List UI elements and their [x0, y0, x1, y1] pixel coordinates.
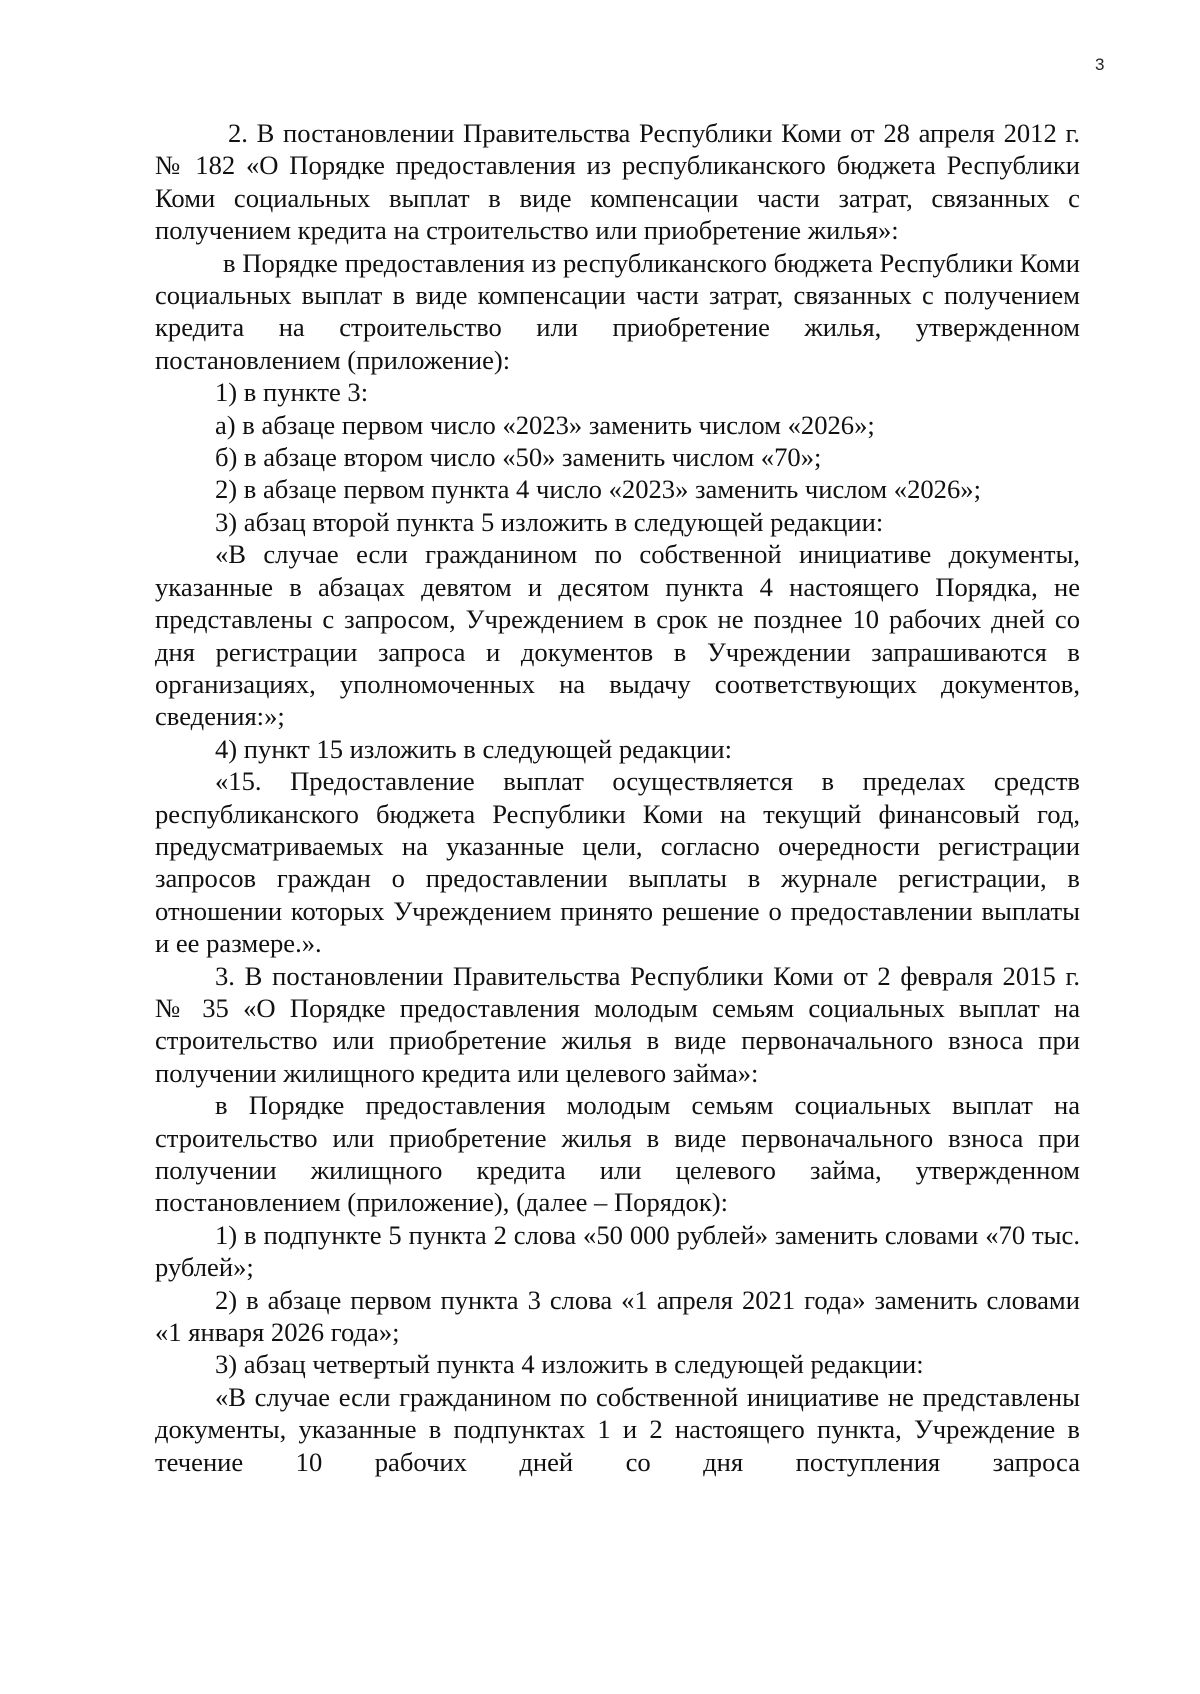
- document-body: [155, 117, 1080, 1478]
- list-item-3-2: 2) в абзаце первом пункта 3 слова «1 апреля 2021 года» заменить словами «1 января 2026 года»;: [155, 1284, 1080, 1348]
- list-item-2: 2) в абзаце первом пункта 4 число «2023» заменить числом «2026»;: [215, 474, 981, 505]
- paragraph-3-order: в Порядке предоставления молодым семьям социальных выплат на строительство или приобретение жилья в виде первоначального взноса при получении жилищного кредита или целевого займа, утвержденном постановлением (приложение), (далее – Порядок):: [155, 1090, 1080, 1218]
- quoted-paragraph-15: «15. Предоставление выплат осуществляется в пределах средств республиканского бюджета Республики Коми на текущий финансовый год, предусматриваемых на указанные цели, согласно очередности регистрации запросов граждан о предоставлении выплаты в журнале регистрации, в отношении которых Учреждением принято решение о предоставлении выплаты и ее размере.».: [155, 766, 1080, 959]
- list-item-4: 4) пункт 15 изложить в следующей редакции:: [215, 733, 732, 764]
- list-item-1b: б) в абзаце втором число «50» заменить числом «70»;: [215, 442, 822, 473]
- page-number: 3: [1095, 55, 1105, 74]
- quoted-paragraph-continued: «В случае если гражданином по собственной инициативе не представлены документы, указанные в подпунктах 1 и 2 настоящего пункта, Учреждение в течение 10 рабочих дней со дня поступления запроса: [155, 1381, 1080, 1477]
- paragraph-3-intro: 3. В постановлении Правительства Республики Коми от 2 февраля 2015 г. № 35 «О Порядке предоставления молодым семьям социальных выплат на строительство или приобретение жилья в виде первоначального взноса при получении жилищного кредита или целевого займа»:: [155, 960, 1080, 1088]
- paragraph-2-order: в Порядке предоставления из республиканского бюджета Республики Коми социальных выплат в виде компенсации части затрат, связанных с получением кредита на строительство или приобретение жилья, утвержденном постановлением (приложение):: [155, 247, 1080, 375]
- list-item-3: 3) абзац второй пункта 5 изложить в следующей редакции:: [215, 506, 884, 537]
- quoted-paragraph-documents: «В случае если гражданином по собственной инициативе документы, указанные в абзацах девятом и десятом пункта 4 настоящего Порядка, не представлены с запросом, Учреждением в срок не позднее 10 рабочих дней со дня регистрации запроса и документов в Учреждении запрашиваются в организациях, уполномоченных на выдачу соответствующих документов, сведения:»;: [155, 539, 1080, 732]
- list-item-3-1: 1) в подпункте 5 пункта 2 слова «50 000 рублей» заменить словами «70 тыс. рублей»;: [155, 1219, 1080, 1283]
- paragraph-2-intro: 2. В постановлении Правительства Республики Коми от 28 апреля 2012 г. № 182 «О Порядке предоставления из республиканского бюджета Республики Коми социальных выплат в виде компенсации части затрат, связанных с получением кредита на строительство или приобретение жилья»:: [155, 118, 1080, 246]
- list-item-3-3: 3) абзац четвертый пункта 4 изложить в следующей редакции:: [215, 1349, 924, 1380]
- list-item-1: 1) в пункте 3:: [215, 377, 369, 408]
- list-item-1a: а) в абзаце первом число «2023» заменить числом «2026»;: [215, 409, 875, 440]
